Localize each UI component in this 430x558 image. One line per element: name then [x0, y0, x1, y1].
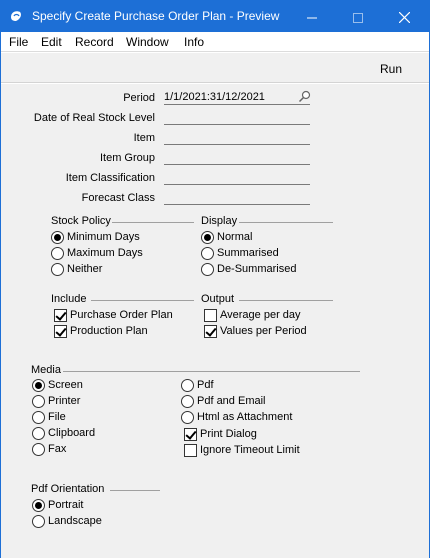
date-of-real-stock-level-field[interactable] — [164, 111, 310, 125]
menu-bar — [1, 32, 429, 52]
radio-button[interactable] — [181, 411, 194, 424]
radio-button[interactable] — [32, 411, 45, 424]
period-value: 1/1/2021:31/12/2021 — [164, 91, 265, 103]
minimize-icon — [307, 13, 317, 23]
include-divider — [91, 300, 194, 301]
stock-policy-divider — [112, 222, 194, 223]
checkbox[interactable] — [54, 325, 67, 338]
media-title: Media — [31, 364, 61, 376]
item-classification-field[interactable] — [164, 171, 310, 185]
display-title: Display — [201, 215, 238, 227]
radio-button[interactable] — [181, 379, 194, 392]
run-button[interactable]: Run — [380, 62, 403, 76]
radio-button[interactable] — [32, 395, 45, 408]
window-title: Specify Create Purchase Order Plan - Preview — [32, 9, 280, 23]
radio-button[interactable] — [181, 395, 194, 408]
maximize-button[interactable] — [335, 1, 381, 32]
media-divider — [63, 371, 360, 372]
close-icon — [399, 12, 410, 23]
display-divider — [239, 222, 333, 223]
radio-button[interactable] — [51, 263, 64, 276]
include-title: Include — [51, 293, 87, 305]
item-label: Item — [133, 132, 155, 144]
menu-file[interactable]: File — [9, 35, 29, 49]
radio-button[interactable] — [51, 231, 64, 244]
radio-button[interactable] — [32, 499, 45, 512]
pdf-orientation-title: Pdf Orientation — [31, 483, 105, 495]
item-classification-label: Item Classification — [65, 172, 155, 184]
button-bar — [1, 53, 429, 83]
form-area: Period 1/1/2021:31/12/2021 Date of Real Stock Level Item Item Group Item Classification Forecast Class Stock Policy Minimum Days Maximum Days Neither Display Normal Summarised De-Summarised Include Purchase Order Plan Production Plan Output Average per day Values per Period Media Screen Printer File Clipboard Fax Pdf Pdf and Email Html as Attachment Print Dialog Ignore Timeout Limit Pdf Orientation Portrait Landscape — [1, 84, 429, 558]
item-field[interactable] — [164, 131, 310, 145]
output-divider — [239, 300, 333, 301]
maximize-icon — [353, 13, 363, 23]
forecast-class-field[interactable] — [164, 191, 310, 205]
checkbox[interactable] — [184, 444, 197, 457]
menu-record[interactable]: Record — [75, 35, 114, 49]
radio-button[interactable] — [51, 247, 64, 260]
close-button[interactable] — [381, 1, 427, 32]
period-label: Period — [123, 92, 155, 104]
radio-button[interactable] — [32, 427, 45, 440]
title-bar[interactable] — [1, 1, 429, 32]
paste-special-icon[interactable] — [298, 90, 312, 104]
stock-policy-title: Stock Policy — [51, 215, 111, 227]
radio-button[interactable] — [32, 379, 45, 392]
radio-button[interactable] — [32, 515, 45, 528]
minimize-button[interactable] — [289, 1, 335, 32]
period-field[interactable] — [164, 91, 310, 105]
app-icon — [9, 9, 23, 23]
radio-button[interactable] — [32, 443, 45, 456]
item-group-field[interactable] — [164, 151, 310, 165]
radio-button[interactable] — [201, 231, 214, 244]
menu-edit[interactable]: Edit — [41, 35, 62, 49]
checkbox[interactable] — [184, 428, 197, 441]
menu-info[interactable]: Info — [184, 35, 205, 49]
radio-button[interactable] — [201, 247, 214, 260]
checkbox[interactable] — [204, 325, 217, 338]
radio-button[interactable] — [201, 263, 214, 276]
date-of-real-stock-level-label: Date of Real Stock Level — [33, 112, 155, 124]
pdf-orientation-divider — [110, 490, 160, 491]
menu-window[interactable]: Window — [126, 35, 169, 49]
forecast-class-label: Forecast Class — [81, 192, 155, 204]
output-title: Output — [201, 293, 235, 305]
item-group-label: Item Group — [99, 152, 155, 164]
checkbox[interactable] — [204, 309, 217, 322]
checkbox[interactable] — [54, 309, 67, 322]
